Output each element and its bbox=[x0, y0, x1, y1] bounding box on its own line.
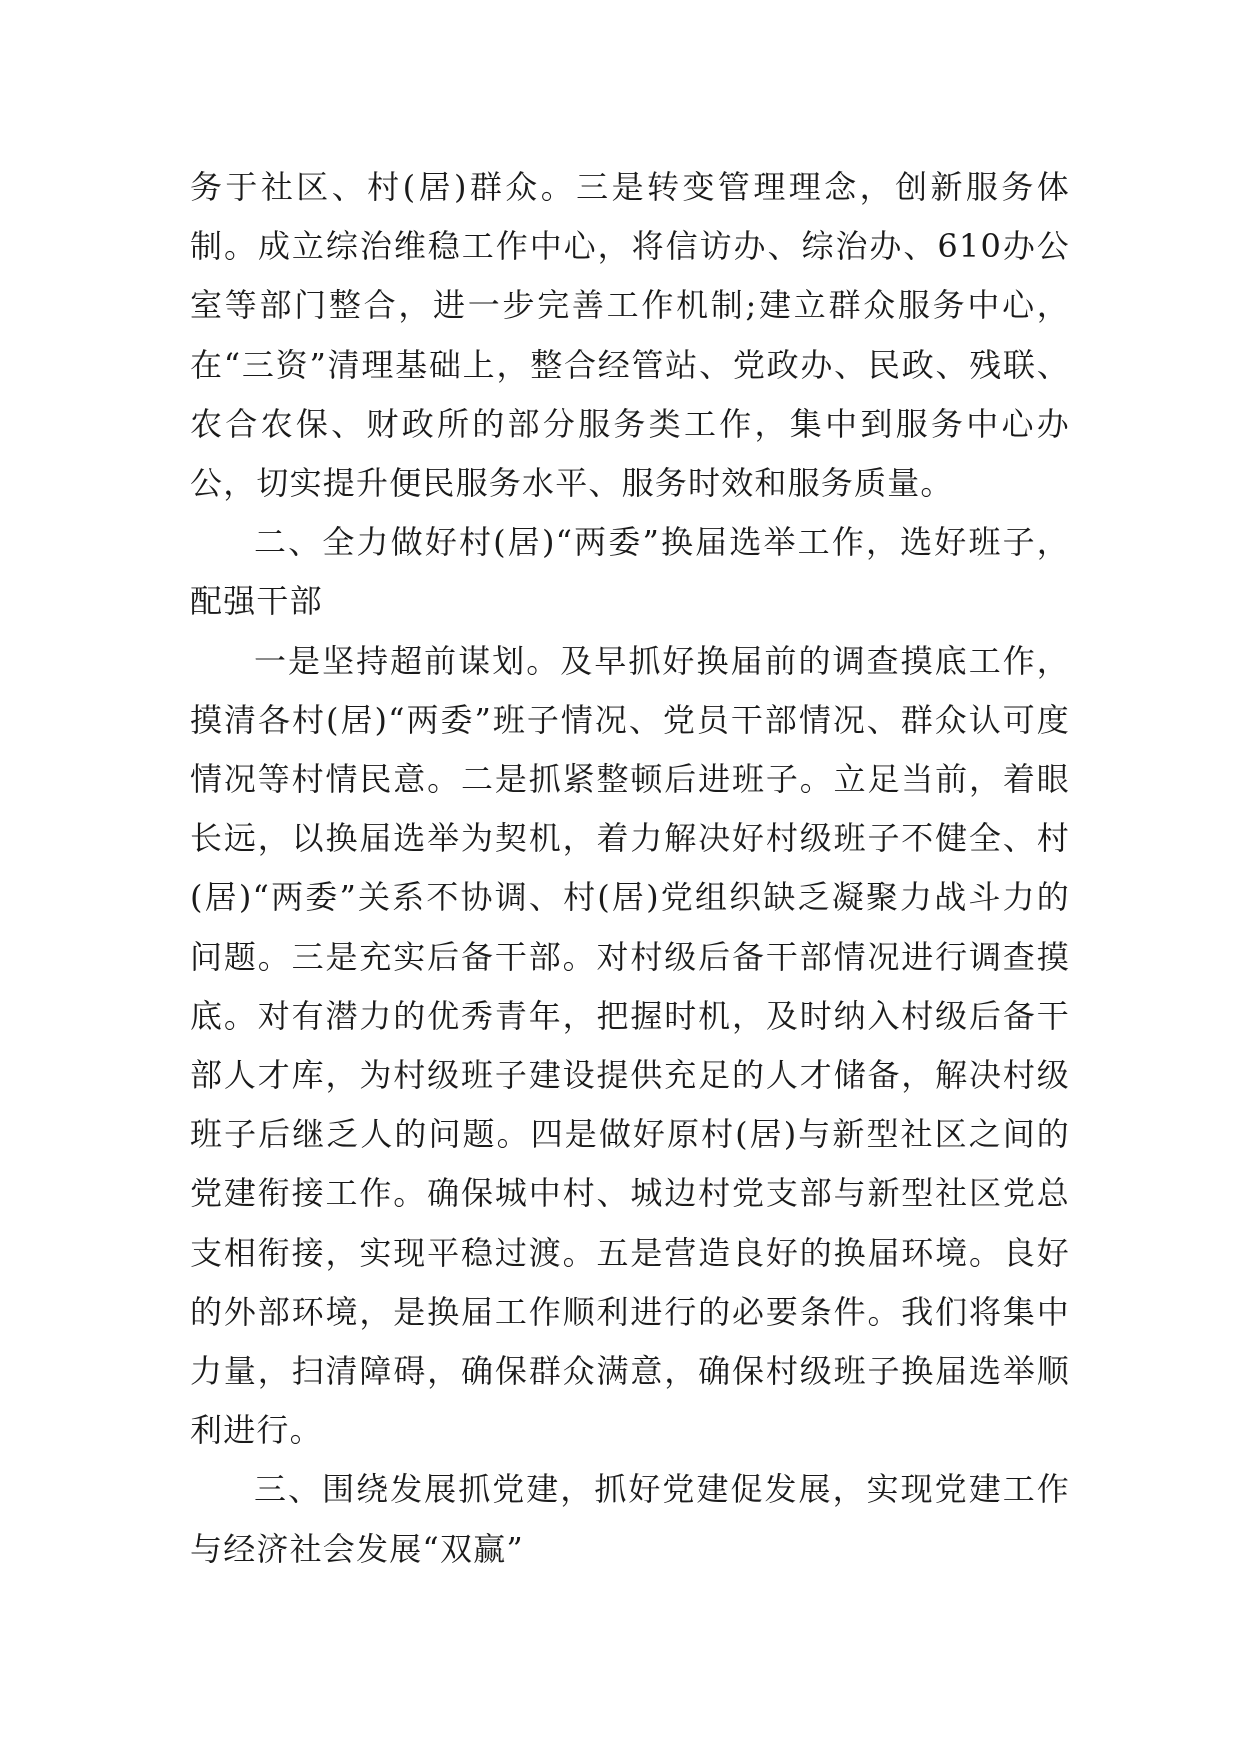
paragraph-section-2-body: 一是坚持超前谋划。及早抓好换届前的调查摸底工作，摸清各村(居)“两委”班子情况、党员干部情况、群众认可度情况等村情民意。二是抓紧整顿后进班子。立足当前，着眼长远，以换届选举为契机，着力解决好村级班子不健全、村(居)“两委”关系不协调、村(居)党组织缺乏凝聚力战斗力的问题。三是充实后备干部。对村级后备干部情况进行调查摸底。对有潜力的优秀青年，把握时机，及时纳入村级后备干部人才库，为村级班子建设提供充足的人才储备，解决村级班子后继乏人的问题。四是做好原村(居)与新型社区之间的党建衔接工作。确保城中村、城边村党支部与新型社区党总支相衔接，实现平稳过渡。五是营造良好的换届环境。良好的外部环境，是换届工作顺利进行的必要条件。我们将集中力量，扫清障碍，确保群众满意，确保村级班子换届选举顺利进行。 bbox=[190, 641, 1070, 1450]
section-heading-3: 三、围绕发展抓党建，抓好党建促发展，实现党建工作与经济社会发展“双赢” bbox=[190, 1470, 1070, 1568]
section-heading-2: 二、全力做好村(居)“两委”换届选举工作，选好班子，配强干部 bbox=[190, 523, 1070, 621]
document-body bbox=[190, 158, 1070, 1579]
paragraph-continuation: 务于社区、村(居)群众。三是转变管理理念，创新服务体制。成立综治维稳工作中心，将信访办、综治办、610办公室等部门整合，进一步完善工作机制;建立群众服务中心，在“三资”清理基础上，整合经管站、党政办、民政、残联、农合农保、财政所的部分服务类工作，集中到服务中心办公，切实提升便民服务水平、服务时效和服务质量。 bbox=[190, 168, 1070, 503]
